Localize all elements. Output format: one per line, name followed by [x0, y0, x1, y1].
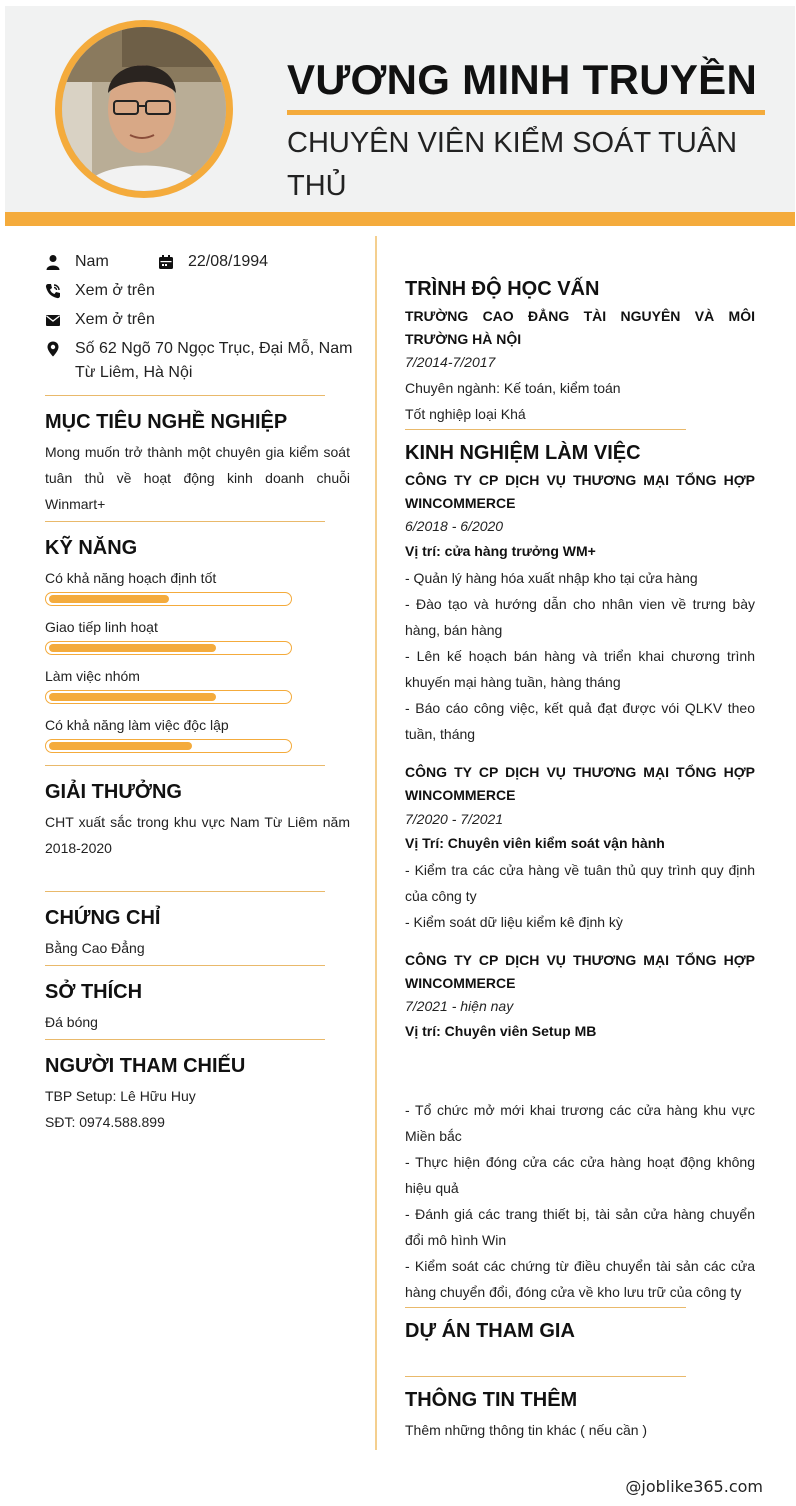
skill-label: Giao tiếp linh hoạt — [45, 619, 158, 635]
job-duty: - Báo cáo công việc, kết quả đạt được vói QLKV theo tuần, tháng — [405, 700, 755, 742]
education-grade: Tốt nghiệp loại Khá — [405, 406, 526, 422]
additional-title: THÔNG TIN THÊM — [405, 1389, 578, 1411]
address-value: Số 62 Ngõ 70 Ngọc Trục, Đại Mỗ, Nam Từ Liêm, Hà Nội — [75, 340, 353, 381]
divider — [45, 521, 325, 522]
divider — [45, 1039, 325, 1040]
objective-title: MỤC TIÊU NGHỀ NGHIỆP — [45, 411, 288, 433]
job-company: CÔNG TY CP DỊCH VỤ THƯƠNG MẠI TỔNG HỢP WINCOMMERCE — [405, 952, 755, 991]
map-pin-icon — [45, 341, 61, 357]
divider — [45, 965, 325, 966]
skill-bar-fill — [49, 644, 216, 652]
skill-bar-fill — [49, 693, 216, 701]
additional-text: Thêm những thông tin khác ( nếu cần ) — [405, 1422, 648, 1438]
divider — [405, 1307, 686, 1308]
header-accent-bar — [5, 212, 795, 226]
job-period: 6/2018 - 6/2020 — [405, 518, 504, 534]
objective-text: Mong muốn trở thành một chuyên gia kiểm soát tuân thủ về hoạt động kinh doanh chuỗi Winmart+ — [45, 444, 350, 512]
certificates-text: Bằng Cao Đẳng — [45, 940, 145, 956]
job-duty: - Quản lý hàng hóa xuất nhập kho tại cửa hàng — [405, 570, 698, 586]
awards-text: CHT xuất sắc trong khu vực Nam Từ Liêm năm 2018-2020 — [45, 814, 350, 856]
profile-photo — [62, 27, 226, 191]
divider — [405, 1376, 686, 1377]
education-school: TRƯỜNG CAO ĐẲNG TÀI NGUYÊN VÀ MÔI TRƯỜNG HÀ NỘI — [405, 308, 755, 347]
job-position: Vị Trí: Chuyên viên kiểm soát vận hành — [405, 835, 665, 851]
envelope-icon — [45, 312, 61, 328]
job-duty: - Kiểm tra các cửa hàng về tuân thủ quy trình quy định của công ty — [405, 862, 755, 904]
job-position: Vị trí: cửa hàng trưởng WM+ — [405, 543, 596, 559]
column-divider — [375, 236, 377, 1450]
job-duty: - Đào tạo và hướng dẫn cho nhân vien về trưng bày hàng, bán hàng — [405, 596, 755, 638]
reference-line: TBP Setup: Lê Hữu Huy — [45, 1088, 196, 1104]
divider — [45, 395, 325, 396]
awards-title: GIẢI THƯỞNG — [45, 781, 182, 803]
job-company: CÔNG TY CP DỊCH VỤ THƯƠNG MẠI TỔNG HỢP WINCOMMERCE — [405, 472, 755, 511]
phone-row — [45, 279, 155, 303]
candidate-name: VƯƠNG MINH TRUYỀN — [287, 56, 758, 103]
hobbies-text: Đá bóng — [45, 1014, 98, 1030]
gender-value: Nam — [75, 253, 109, 270]
skill-label: Làm việc nhóm — [45, 668, 140, 684]
user-icon — [45, 254, 61, 270]
hobbies-title: SỞ THÍCH — [45, 981, 143, 1003]
calendar-icon — [158, 254, 174, 270]
skill-bar — [45, 690, 292, 704]
education-major: Chuyên ngành: Kế toán, kiểm toán — [405, 380, 621, 396]
skill-bar — [45, 641, 292, 655]
birthday-row — [158, 250, 268, 274]
skill-label: Có khả năng hoạch định tốt — [45, 570, 217, 586]
job-period: 7/2020 - 7/2021 — [405, 811, 504, 827]
skills-title: KỸ NĂNG — [45, 537, 138, 559]
job-duty: - Thực hiện đóng cửa các cửa hàng hoạt động không hiệu quả — [405, 1154, 755, 1196]
phone-value: Xem ở trên — [75, 282, 155, 299]
watermark: @joblike365.com — [625, 1477, 763, 1496]
job-duty: - Kiểm soát dữ liệu kiểm kê định kỳ — [405, 914, 623, 930]
skill-bar — [45, 592, 292, 606]
birthday-value: 22/08/1994 — [188, 253, 269, 270]
job-period: 7/2021 - hiện nay — [405, 998, 514, 1014]
education-period: 7/2014-7/2017 — [405, 354, 496, 370]
reference-line: SĐT: 0974.588.899 — [45, 1114, 165, 1130]
job-duty: - Tổ chức mở mới khai trương các cửa hàng khu vực Miền bắc — [405, 1102, 755, 1144]
experience-title: KINH NGHIỆM LÀM VIỆC — [405, 442, 641, 464]
email-value: Xem ở trên — [75, 311, 155, 328]
skill-bar — [45, 739, 292, 753]
skill-bar-fill — [49, 742, 192, 750]
divider — [45, 891, 325, 892]
job-duty: - Kiểm soát các chứng từ điều chuyển tài sản các cửa hàng chuyển đổi, đóng cửa về kho lưu trữ của công ty — [405, 1258, 755, 1300]
skill-label: Có khả năng làm việc độc lập — [45, 717, 229, 733]
job-company: CÔNG TY CP DỊCH VỤ THƯƠNG MẠI TỔNG HỢP WINCOMMERCE — [405, 764, 755, 803]
avatar — [55, 20, 233, 198]
education-title: TRÌNH ĐỘ HỌC VẤN — [405, 278, 600, 300]
job-duty: - Lên kế hoạch bán hàng và triển khai chương trình khuyến mại hàng tuần, hàng tháng — [405, 648, 755, 690]
job-duty: - Đánh giá các trang thiết bị, tài sản cửa hàng chuyển đổi mô hình Win — [405, 1206, 755, 1248]
name-underline — [287, 110, 765, 115]
gender-row — [45, 250, 109, 274]
job-title: CHUYÊN VIÊN KIỂM SOÁT TUÂN THỦ — [287, 127, 738, 202]
references-title: NGƯỜI THAM CHIẾU — [45, 1055, 246, 1077]
skill-bar-fill — [49, 595, 169, 603]
divider — [45, 765, 325, 766]
certificates-title: CHỨNG CHỈ — [45, 907, 161, 929]
job-position: Vị trí: Chuyên viên Setup MB — [405, 1023, 597, 1039]
email-row — [45, 308, 155, 332]
projects-title: DỰ ÁN THAM GIA — [405, 1320, 575, 1342]
phone-icon — [45, 283, 61, 299]
divider — [405, 429, 686, 430]
address-row — [45, 337, 355, 385]
